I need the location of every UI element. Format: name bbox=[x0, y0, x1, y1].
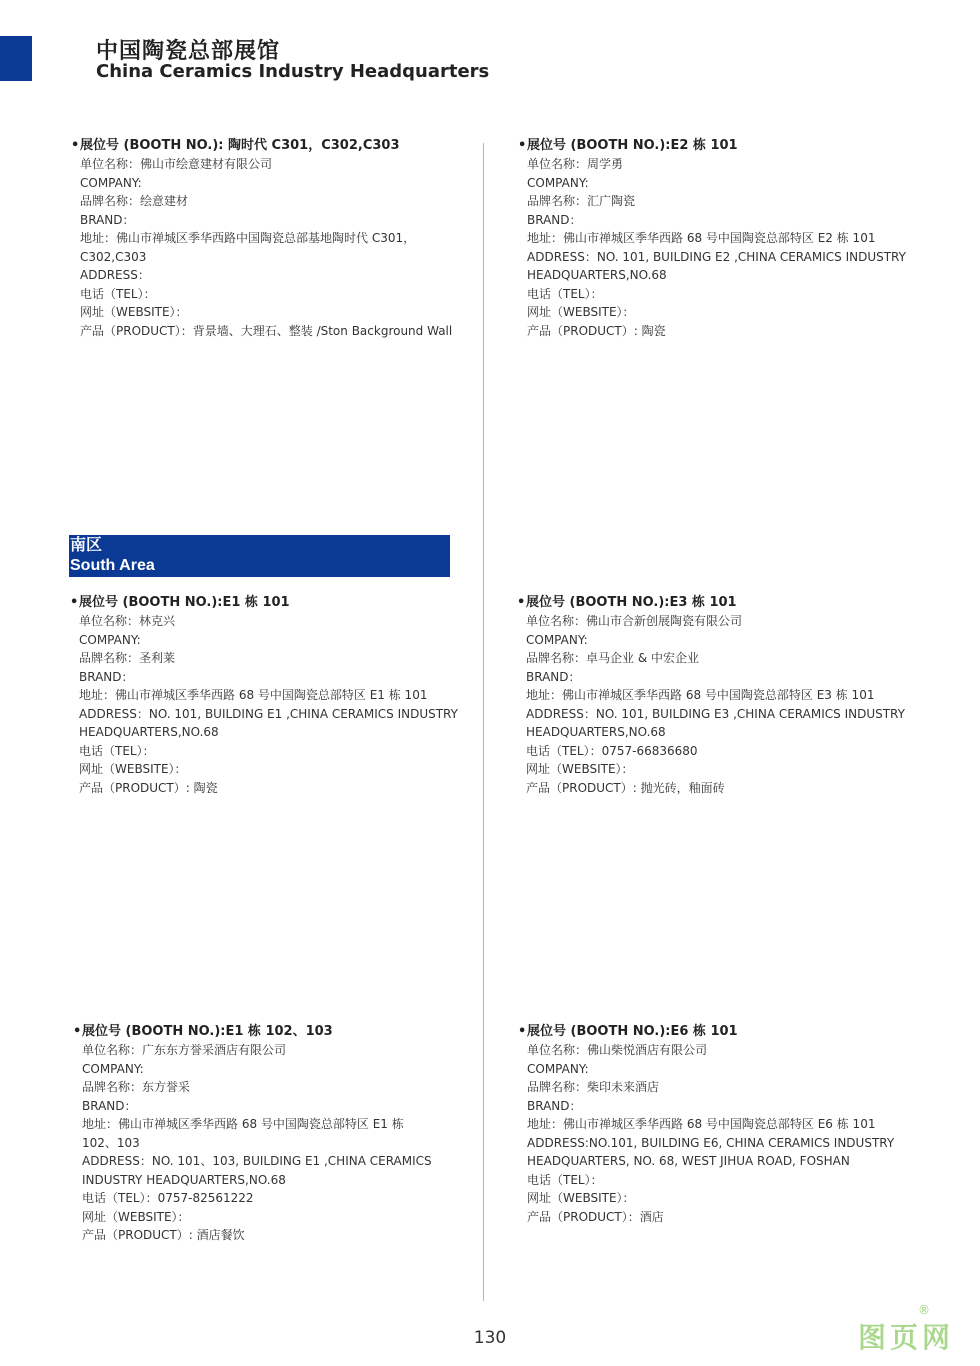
company-label: COMPANY: bbox=[79, 632, 141, 647]
tel-line: 电话（TEL）： bbox=[79, 743, 155, 758]
address-en-line: ADDRESS:NO.101, BUILDING E6, CHINA CERAMICS INDUSTRY bbox=[527, 1135, 895, 1150]
exhibitor-entry bbox=[70, 594, 458, 797]
bullet-icon: • bbox=[70, 595, 79, 610]
booth-number: 展位号 (BOOTH NO.):E3 栋 101 bbox=[526, 595, 737, 610]
website-line: 网址（WEBSITE）： bbox=[79, 762, 187, 776]
company-name-line: 单位名称：佛山柴悦酒店有限公司 bbox=[527, 1043, 708, 1057]
company-label: COMPANY: bbox=[80, 175, 142, 190]
brand-name-line: 品牌名称：圣利莱 bbox=[79, 651, 176, 665]
address-cn-line: 地址：佛山市禅城区季华西路中国陶瓷总部基地陶时代 C301， bbox=[80, 231, 416, 245]
address-en-line: ADDRESS：NO. 101, BUILDING E3 ,CHINA CERAMICS INDUSTRY bbox=[526, 706, 905, 721]
brand-label: BRAND： bbox=[80, 212, 135, 227]
product-line: 产品（PRODUCT）: 抛光砖，釉面砖 bbox=[526, 780, 725, 795]
product-line: 产品（PRODUCT）：背景墙、大理石、整装 /Ston Background Wall bbox=[80, 323, 453, 338]
booth-heading bbox=[518, 1023, 894, 1041]
registered-mark-icon: ® bbox=[918, 1303, 930, 1317]
website-line: 网址（WEBSITE）： bbox=[527, 305, 635, 319]
column-divider bbox=[483, 143, 484, 1301]
exhibitor-entry bbox=[517, 594, 905, 797]
bullet-icon: • bbox=[73, 1024, 82, 1039]
address-cn-line: 地址：佛山市禅城区季华西路 68 号中国陶瓷总部特区 E1 栋 101 bbox=[79, 688, 428, 702]
booth-heading bbox=[518, 137, 906, 155]
company-name-line: 单位名称：佛山市绘意建材有限公司 bbox=[80, 157, 273, 171]
company-label: COMPANY: bbox=[527, 175, 589, 190]
booth-heading bbox=[517, 594, 905, 612]
address-en-line-cont: HEADQUARTERS,NO.68 bbox=[79, 725, 219, 739]
brand-name-line: 品牌名称：绘意建材 bbox=[80, 194, 189, 208]
tel-line: 电话（TEL）： bbox=[527, 1172, 603, 1187]
booth-number: 展位号 (BOOTH NO.):E1 栋 102、103 bbox=[82, 1024, 333, 1039]
product-line: 产品（PRODUCT）：酒店 bbox=[527, 1209, 664, 1224]
booth-number: 展位号 (BOOTH NO.): 陶时代 C301，C302,C303 bbox=[80, 138, 400, 153]
section-banner-south-area bbox=[69, 535, 450, 577]
address-cn-line: 地址：佛山市禅城区季华西路 68 号中国陶瓷总部特区 E3 栋 101 bbox=[526, 688, 875, 702]
booth-heading bbox=[71, 137, 452, 155]
bullet-icon: • bbox=[71, 138, 80, 153]
brand-name-line: 品牌名称：卓马企业 & 中宏企业 bbox=[526, 651, 699, 665]
address-en-line-cont: HEADQUARTERS,NO.68 bbox=[527, 268, 667, 282]
bullet-icon: • bbox=[517, 595, 526, 610]
website-line: 网址（WEBSITE）： bbox=[80, 305, 188, 319]
page-number: 130 bbox=[473, 1328, 507, 1348]
page-title-en: China Ceramics Industry Headquarters bbox=[96, 61, 490, 82]
company-name-line: 单位名称：周学勇 bbox=[527, 157, 624, 171]
tel-line: 电话（TEL）：0757-82561222 bbox=[82, 1191, 254, 1205]
address-en-line-cont: HEADQUARTERS,NO.68 bbox=[526, 725, 666, 739]
company-name-line: 单位名称：林克兴 bbox=[79, 614, 176, 628]
tel-line: 电话（TEL）： bbox=[80, 286, 156, 301]
booth-number: 展位号 (BOOTH NO.):E2 栋 101 bbox=[527, 138, 738, 153]
address-cn-line: 地址：佛山市禅城区季华西路 68 号中国陶瓷总部特区 E6 栋 101 bbox=[527, 1117, 876, 1131]
address-en-line-cont: HEADQUARTERS, NO. 68, WEST JIHUA ROAD, FOSHAN bbox=[527, 1154, 850, 1168]
address-cn-line-cont: 102、103 bbox=[82, 1135, 140, 1150]
booth-number: 展位号 (BOOTH NO.):E6 栋 101 bbox=[527, 1024, 738, 1039]
corner-accent-bar bbox=[0, 36, 32, 81]
website-line: 网址（WEBSITE）： bbox=[526, 762, 634, 776]
brand-label: BRAND： bbox=[526, 669, 581, 684]
company-name-line: 单位名称：佛山市合新创展陶瓷有限公司 bbox=[526, 614, 743, 628]
product-line: 产品（PRODUCT）: 陶瓷 bbox=[527, 323, 666, 338]
tel-line: 电话（TEL）： bbox=[527, 286, 603, 301]
company-label: COMPANY: bbox=[82, 1061, 144, 1076]
booth-heading bbox=[70, 594, 458, 612]
address-cn-line: 地址：佛山市禅城区季华西路 68 号中国陶瓷总部特区 E1 栋 bbox=[82, 1117, 404, 1131]
brand-label: BRAND： bbox=[79, 669, 134, 684]
address-cn-line-cont: C302,C303 bbox=[80, 249, 147, 264]
brand-label: BRAND： bbox=[527, 1098, 582, 1113]
address-en-line: ADDRESS： bbox=[80, 268, 150, 282]
booth-number: 展位号 (BOOTH NO.):E1 栋 101 bbox=[79, 595, 290, 610]
brand-name-line: 品牌名称：柴印未来酒店 bbox=[527, 1080, 660, 1094]
exhibitor-entry bbox=[71, 137, 453, 340]
website-line: 网址（WEBSITE）： bbox=[527, 1191, 635, 1205]
product-line: 产品（PRODUCT）: 酒店餐饮 bbox=[82, 1228, 245, 1242]
company-label: COMPANY: bbox=[526, 632, 588, 647]
watermark-logo: 图页网 bbox=[858, 1321, 955, 1354]
address-en-line: ADDRESS：NO. 101, BUILDING E2 ,CHINA CERAMICS INDUSTRY bbox=[527, 249, 906, 264]
brand-name-line: 品牌名称：汇广陶瓷 bbox=[527, 194, 636, 208]
address-en-line: ADDRESS：NO. 101、103, BUILDING E1 ,CHINA CERAMICS bbox=[82, 1154, 432, 1168]
address-en-line: ADDRESS：NO. 101, BUILDING E1 ,CHINA CERAMICS INDUSTRY bbox=[79, 706, 458, 721]
address-cn-line: 地址：佛山市禅城区季华西路 68 号中国陶瓷总部特区 E2 栋 101 bbox=[527, 231, 876, 245]
exhibitor-entry bbox=[73, 1023, 432, 1245]
address-en-line-cont: INDUSTRY HEADQUARTERS,NO.68 bbox=[82, 1172, 286, 1187]
exhibitor-entry bbox=[518, 137, 906, 340]
company-label: COMPANY: bbox=[527, 1061, 589, 1076]
bullet-icon: • bbox=[518, 138, 527, 153]
section-banner-en: South Area bbox=[70, 557, 155, 574]
section-banner-cn: 南区 bbox=[70, 535, 103, 554]
brand-label: BRAND： bbox=[82, 1098, 137, 1113]
booth-heading bbox=[73, 1023, 432, 1041]
product-line: 产品（PRODUCT）: 陶瓷 bbox=[79, 780, 218, 795]
bullet-icon: • bbox=[518, 1024, 527, 1039]
website-line: 网址（WEBSITE）： bbox=[82, 1209, 190, 1224]
brand-label: BRAND： bbox=[527, 212, 582, 227]
exhibitor-entry bbox=[518, 1023, 895, 1226]
brand-name-line: 品牌名称：东方誉采 bbox=[82, 1080, 191, 1094]
page-title-cn: 中国陶瓷总部展馆 bbox=[96, 39, 281, 64]
tel-line: 电话（TEL）：0757-66836680 bbox=[526, 743, 698, 758]
company-name-line: 单位名称：广东东方誉采酒店有限公司 bbox=[82, 1043, 287, 1057]
